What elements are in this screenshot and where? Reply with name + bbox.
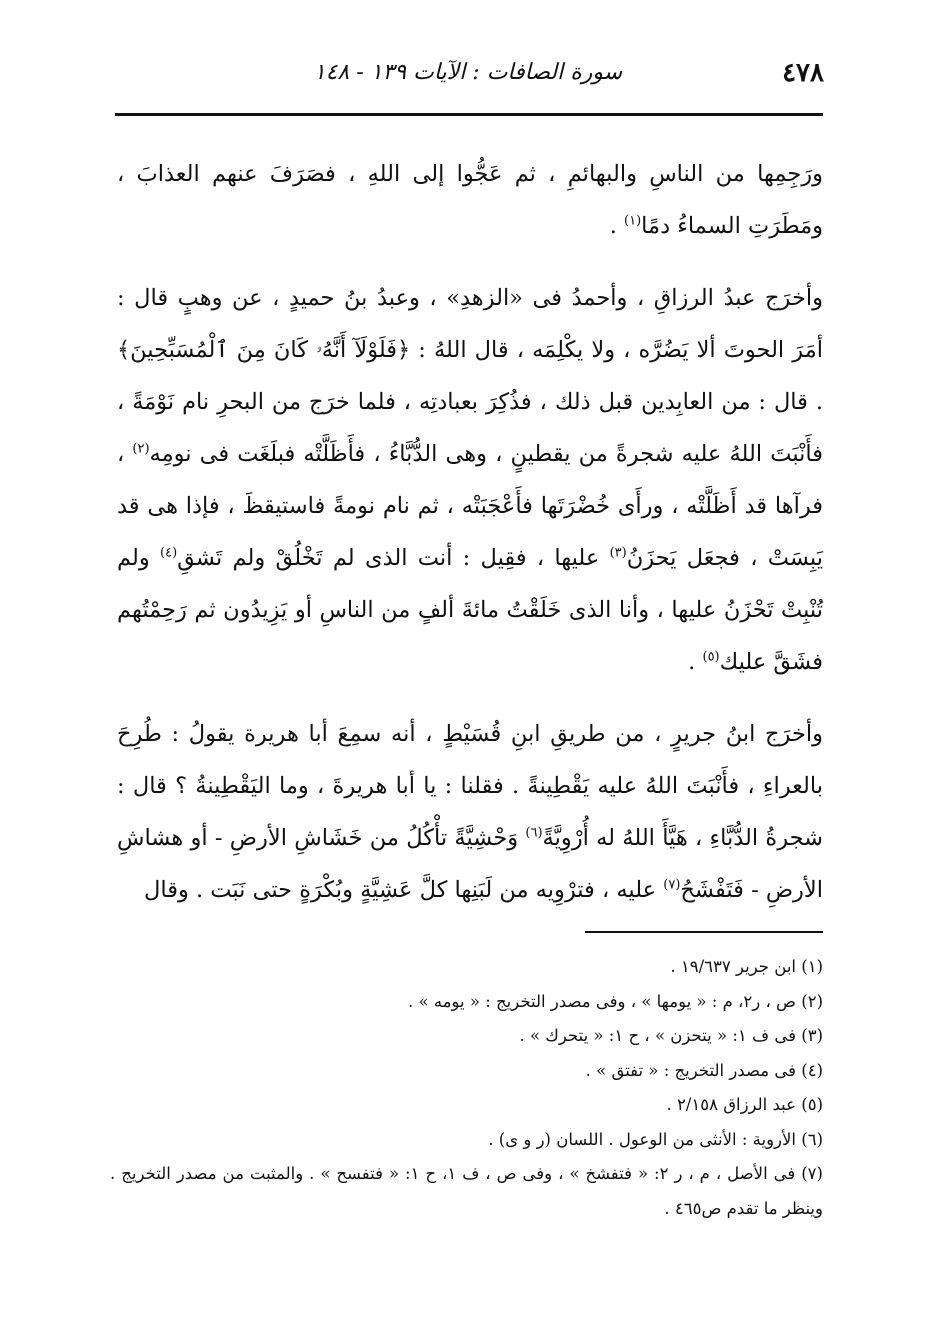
footnote-ref: (٧) [663, 877, 681, 893]
footnote-ref: (٥) [702, 649, 720, 665]
paragraph-text: وَحْشِيَّةً تأْكُلُ من خَشَاشِ الأرضِ - أو هشاشِ الأرضِ - فَتَفْشَحُ [117, 825, 823, 903]
page-number: ٤٧٨ [782, 58, 824, 88]
footnote-ref: (٣) [609, 545, 627, 561]
footnote: (١) ابن جرير ١٩/٦٣٧ . [670, 957, 823, 976]
footnote-ref: (٦) [525, 825, 543, 841]
paragraph-text: ، فرآها قد أَظَلَّتْه ، ورأَى خُضْرَتَها فأَعْجَبَتْه ، ثم نام نومةً فاستيقظَ ، فإذا هى قد يَبِسَتْ ، فجعَل يَحزَنُ [117, 441, 823, 571]
footnote: (٦) الأروية : الأنثى من الوعول . اللسان (ر و ى) . [488, 1129, 823, 1149]
footnote-ref: (٢) [132, 441, 150, 457]
paragraph-text: ورَجِمِها من الناسِ والبهائمِ ، ثم عَجُّوا إلى اللهِ ، فصَرَفَ عنهم العذابَ ، ومَطَرَتِ السماءُ دمًا [117, 161, 823, 239]
footnote-ref: (١) [624, 213, 642, 229]
paragraph-text: وأخرَج ابنُ جريرٍ ، من طريقِ ابنِ قُسَيْطٍ ، أنه سمِعَ أبا هريرة يقولُ : طُرِحَ بالعراءِ ، فأَنْبَتَ اللهُ عليه يَقْطِينةً . فقلنا : يا أبا هريرةَ ، وما اليَقْطِينةُ ؟ قال : شجرةُ الدُّبَّاءِ ، هَيَّأَ اللهُ له أُرْوِيَّةً [117, 721, 823, 851]
footnote: (٣) فى ف ١: « يتحزن » ، ح ١: « يتحرك » . [519, 1026, 823, 1045]
footnote: (٢) ص ، ر٢، م : « يومها » ، وفى مصدر التخريج : « يومه » . [407, 991, 823, 1011]
paragraph-text: عليه ، فترْوِيه من لَبَنِها كلَّ عَشِيَّةٍ وبُكْرَةٍ حتى نَبَت . وقال [144, 877, 664, 903]
footnote: (٤) فى مصدر التخريج : « تفتق » . [585, 1060, 823, 1080]
paragraph-text: عليها ، فقِيل : أنت الذى لم تَخْلُقْ ولم تَشقِ [177, 545, 610, 571]
main-text [117, 148, 823, 916]
running-title: سورة الصافات : الآيات ١٣٩ - ١٤٨ [313, 60, 623, 85]
footnotes-list [110, 950, 823, 1226]
footnote-ref: (٤) [160, 545, 178, 561]
footnote: (٥) عبد الرزاق ٢/١٥٨ . [666, 1095, 823, 1114]
paragraph-text: . [688, 649, 703, 675]
footnote: (٧) فى الأصل ، م ، ر ٢: « فتفشخ » ، وفى ص ، ف ١، ح ١: « فتفسح » . والمثبت من مصدر التخريج . وينظر ما تقدم ص٤٦٥ . [110, 1164, 823, 1218]
paragraph-text: وأخرَج عبدُ الرزاقِ ، وأحمدُ فى «الزهدِ» ، وعبدُ بنُ حميدٍ ، عن وهبٍ قال : أمَرَ الحوتَ ألا يَضُرَّه ، ولا يكْلِمَه ، قال اللهُ : ﴿فَلَوْلَآ أَنَّهُۥ كَانَ مِنَ ٱلْمُسَبِّحِينَ﴾ . قال : من العابِدين قبل ذلك ، فذُكِرَ بعبادتِه ، فلما خرَج من البحرِ نام نَوْمَةً ، فأَنْبَتَ اللهُ عليه شجرةً من يقطينٍ ، وهى الدُّبَّاءُ ، فأَظَلَّتْه فبلَغَت فى نومِه [117, 285, 823, 467]
header-rule [115, 113, 823, 116]
footnote-separator [585, 931, 823, 933]
paragraph-3 [117, 708, 823, 916]
paragraph-text: . [609, 213, 625, 239]
paragraph-2 [117, 272, 823, 688]
page-header [112, 58, 824, 100]
paragraph-text: ولم تُنْبِتْ تَحْزَنُ عليها ، وأنا الذى خَلَقْتُ مائةَ ألفٍ من الناسِ أو يَزِيدُون ثم رَحِمْتُهم فشَقَّ عليك [117, 545, 823, 675]
paragraph-1 [117, 148, 823, 252]
